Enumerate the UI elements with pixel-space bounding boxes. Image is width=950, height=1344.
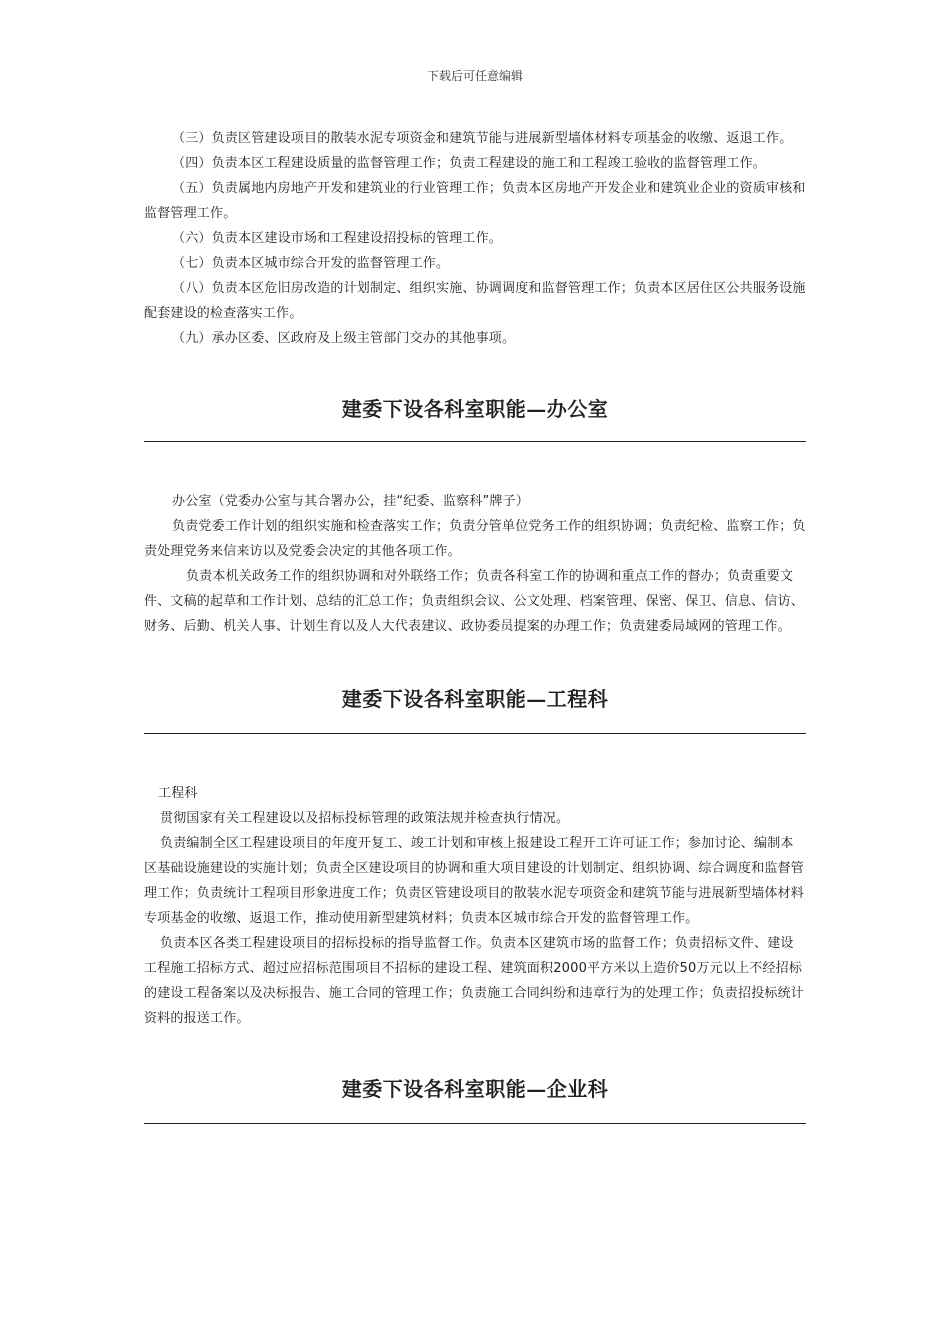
engineering-section-body: [144, 781, 806, 1031]
intro-paragraph-8: （八）负责本区危旧房改造的计划制定、组织实施、协调调度和监督管理工作；负责本区居住区公共服务设施配套建设的检查落实工作。: [144, 281, 806, 321]
intro-paragraph-3: （三）负责区管建设项目的散装水泥专项资金和建筑节能与进展新型墙体材料专项基金的收缴、返退工作。: [172, 131, 793, 146]
intro-paragraph-6: （六）负责本区建设市场和工程建设招投标的管理工作。: [172, 231, 503, 246]
section-title: 建委下设各科室职能—企业科: [341, 1077, 609, 1101]
intro-paragraph-7: （七）负责本区城市综合开发的监督管理工作。: [172, 256, 450, 271]
section-paragraph: 负责本机关政务工作的组织协调和对外联络工作；负责各科室工作的协调和重点工作的督办；负责重要文件、文稿的起草和工作计划、总结的汇总工作；负责组织会议、公文处理、档案管理、保密、保卫、信息、信访、财务、后勤、机关人事、计划生育以及人大代表建议、政协委员提案的办理工作；负责建委局域网的管理工作。: [144, 569, 805, 634]
office-section-body: [144, 489, 806, 639]
intro-paragraph-5: （五）负责属地内房地产开发和建筑业的行业管理工作；负责本区房地产开发企业和建筑业企业的资质审核和监督管理工作。: [144, 181, 806, 221]
section-paragraph: 负责编制全区工程建设项目的年度开复工、竣工计划和审核上报建设工程开工许可证工作；参加讨论、编制本区基础设施建设的实施计划；负责全区建设项目的协调和重大项目建设的计划制定、组织协调、综合调度和监督管理工作；负责统计工程项目形象进度工作；负责区管建设项目的散装水泥专项资金和建筑节能与进展新型墙体材料专项基金的收缴、返退工作，推动使用新型建筑材料；负责本区城市综合开发的监督管理工作。: [144, 836, 805, 926]
section-paragraph: 负责党委工作计划的组织实施和检查落实工作；负责分管单位党务工作的组织协调；负责纪检、监察工作；负责处理党务来信来访以及党委会决定的其他各项工作。: [144, 519, 806, 559]
section-heading-engineering: [144, 684, 806, 714]
page-header: 下载后可任意编辑: [426, 69, 523, 83]
intro-block: [144, 126, 806, 351]
section-rule: [144, 1123, 806, 1124]
section-paragraph: 贯彻国家有关工程建设以及招标投标管理的政策法规并检查执行情况。: [160, 811, 570, 826]
section-heading-enterprise: [144, 1074, 806, 1104]
section-rule: [144, 441, 806, 442]
section-subtitle: 工程科: [158, 786, 198, 801]
section-title: 建委下设各科室职能—办公室: [341, 397, 609, 421]
section-subtitle: 办公室（党委办公室与其合署办公，挂“纪委、监察科”牌子）: [172, 494, 530, 509]
section-rule: [144, 733, 806, 734]
section-title: 建委下设各科室职能—工程科: [341, 687, 609, 711]
section-heading-office: [144, 394, 806, 424]
section-paragraph: 负责本区各类工程建设项目的招标投标的指导监督工作。负责本区建筑市场的监督工作；负责招标文件、建设工程施工招标方式、超过应招标范围项目不招标的建设工程、建筑面积2000平方米以上造价50万元以上不经招标的建设工程备案以及决标报告、施工合同的管理工作；负责施工合同纠纷和违章行为的处理工作；负责招投标统计资料的报送工作。: [144, 936, 805, 1026]
intro-paragraph-9: （九）承办区委、区政府及上级主管部门交办的其他事项。: [172, 331, 516, 346]
intro-paragraph-4: （四）负责本区工程建设质量的监督管理工作；负责工程建设的施工和工程竣工验收的监督管理工作。: [172, 156, 767, 171]
